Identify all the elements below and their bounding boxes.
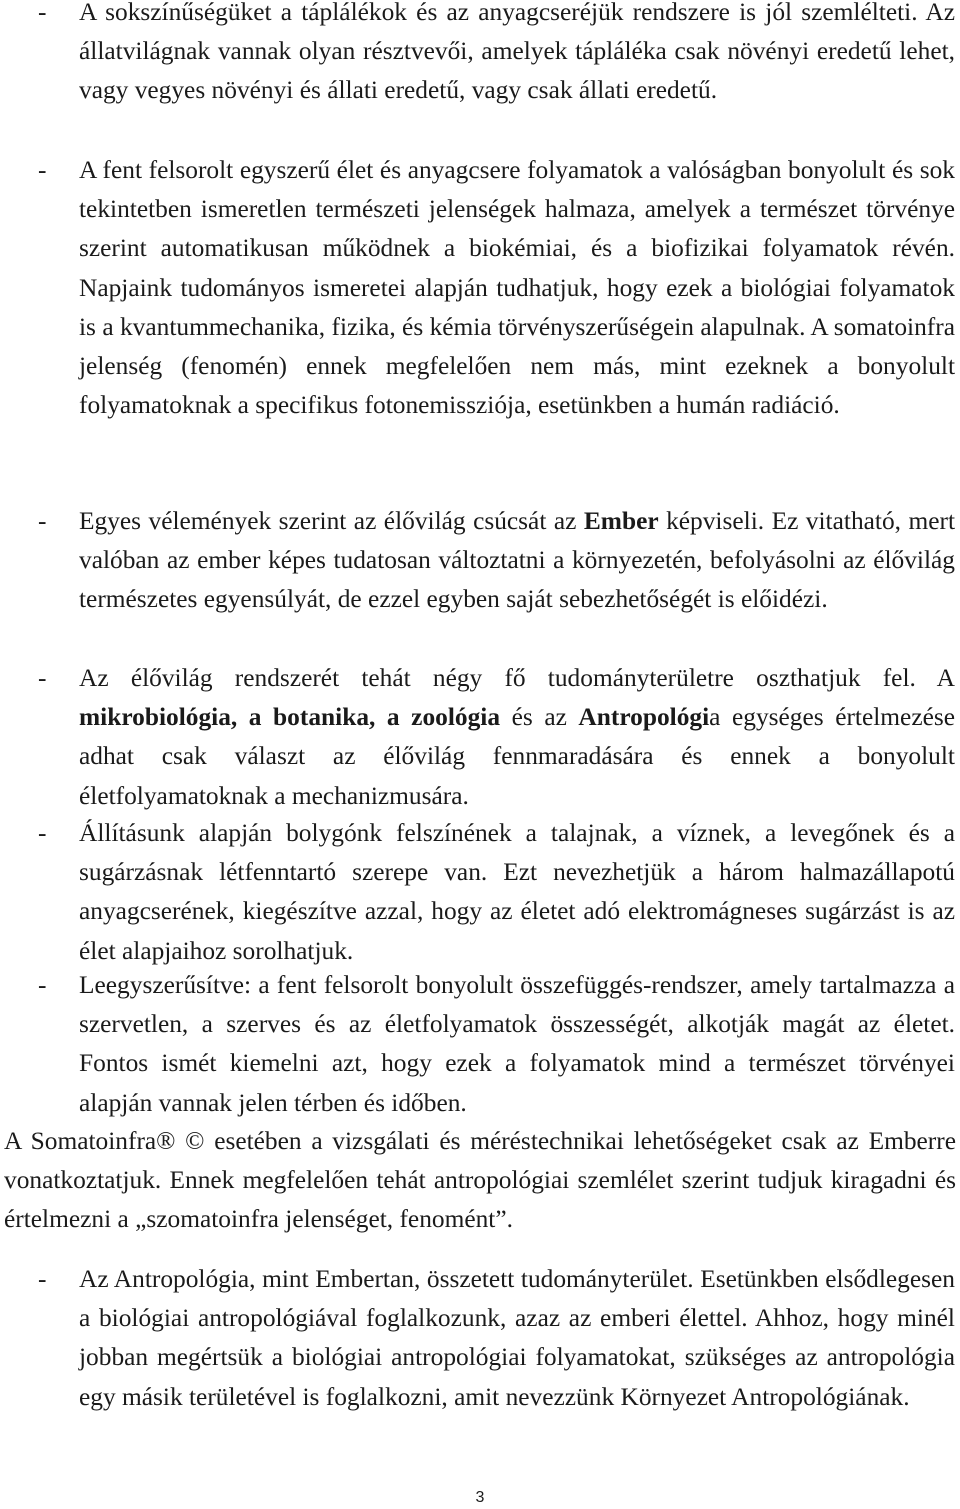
list-item [30, 1260, 955, 1417]
bullet-dash: - [38, 664, 47, 692]
bullet-dash: - [38, 507, 47, 535]
list-item [30, 966, 955, 1123]
list-item [30, 502, 955, 620]
bullet-dash: - [38, 971, 47, 999]
list-item-text: Az élővilág rendszerét tehát négy fő tudományterületre oszthatjuk fel. A mikrobiológia, a botanika, a zoológia és az Antropológia egységes értelmezése adhat csak választ az élővilág fennmaradására és ennek a bonyolult életfolyamatoknak a mechanizmusára. [79, 664, 956, 810]
list-item [30, 0, 955, 111]
page-number: 3 [475, 1489, 485, 1506]
bullet-dash: - [38, 156, 47, 184]
body-paragraph: A Somatoinfra® © esetében a vizsgálati és méréstechnikai lehetőségeket csak az Emberre vonatkoztatjuk. Ennek megfelelően tehát antropológiai szemlélet szerint tudjuk kiragadni és értelmezni a „szomatoinfra jelenséget, fenomént”. [4, 1127, 956, 1234]
emphasis-antropologia: Antropológi [578, 703, 710, 732]
emphasis-ember: Ember [583, 507, 659, 535]
list-item [30, 659, 955, 816]
list-item [30, 151, 955, 425]
bullet-dash: - [38, 819, 47, 847]
list-item-text: A sokszínűségüket a táplálékok és az anyagcseréjük rendszere is jól szemlélteti. Az állatvilágnak vannak olyan résztvevői, amelyek tápláléka csak növényi eredetű lehet, vagy vegyes növényi és állati eredetű, vagy csak állati eredetű. [79, 0, 955, 105]
bullet-dash: - [38, 1265, 47, 1293]
list-item-text: Állításunk alapján bolygónk felszínének a talajnak, a víznek, a levegőnek és a sugárzásnak létfenntartó szerepe van. Ezt nevezhetjük a három halmazállapotú anyagcserének, kiegészítve azzal, hogy az életet adó elektromágneses sugárzást is az élet alapjaihoz sorolhatjuk. [79, 819, 955, 965]
list-item-text: Az Antropológia, mint Embertan, összetett tudományterület. Esetünkben elsődlegesen a biológiai antropológiával foglalkozunk, azaz az emberi élettel. Ahhoz, hogy minél jobban megértsük a biológiai antropológiai folyamatokat, szükséges az antropológia egy másik területével is foglalkozni, amit nevezzünk Környezet Antropológiának. [79, 1265, 955, 1411]
list-item-text: Egyes vélemények szerint az élővilág csúcsát az Ember képviseli. Ez vitatható, mert valóban az ember képes tudatosan változtatni a környezetén, befolyásolni az élővilág természetes egyensúlyát, de ezzel egyben saját sebezhetőségét is előidézi. [79, 507, 955, 614]
list-item [30, 814, 955, 971]
list-item-text: Leegyszerűsítve: a fent felsorolt bonyolult összefüggés-rendszer, amely tartalmazza a szervetlen, a szerves és az életfolyamatok összességét, alkotják magát az életet. Fontos ismét kiemelni azt, hogy ezek a folyamatok mind a természet törvényei alapján vannak jelen térben és időben. [79, 971, 955, 1117]
emphasis-disciplines: mikrobiológia, a botanika, a zoológia [79, 703, 501, 732]
bullet-dash: - [38, 0, 47, 26]
list-item-text: A fent felsorolt egyszerű élet és anyagcsere folyamatok a valóságban bonyolult és sok tekintetben ismeretlen természeti jelenségek halmaza, amelyek a természet törvénye szerint automatikusan működnek a biokémiai, és a biofizikai folyamatok révén. Napjaink tudományos ismeretei alapján tudhatjuk, hogy ezek a biológiai folyamatok is a kvantummechanika, fizika, és kémia törvényszerűségein alapulnak. A somatoinfra jelenség (fenomén) ennek megfelelően nem más, mint ezeknek a bonyolult folyamatoknak a specifikus fotonemissziója, esetünkben a humán radiáció. [79, 156, 955, 420]
